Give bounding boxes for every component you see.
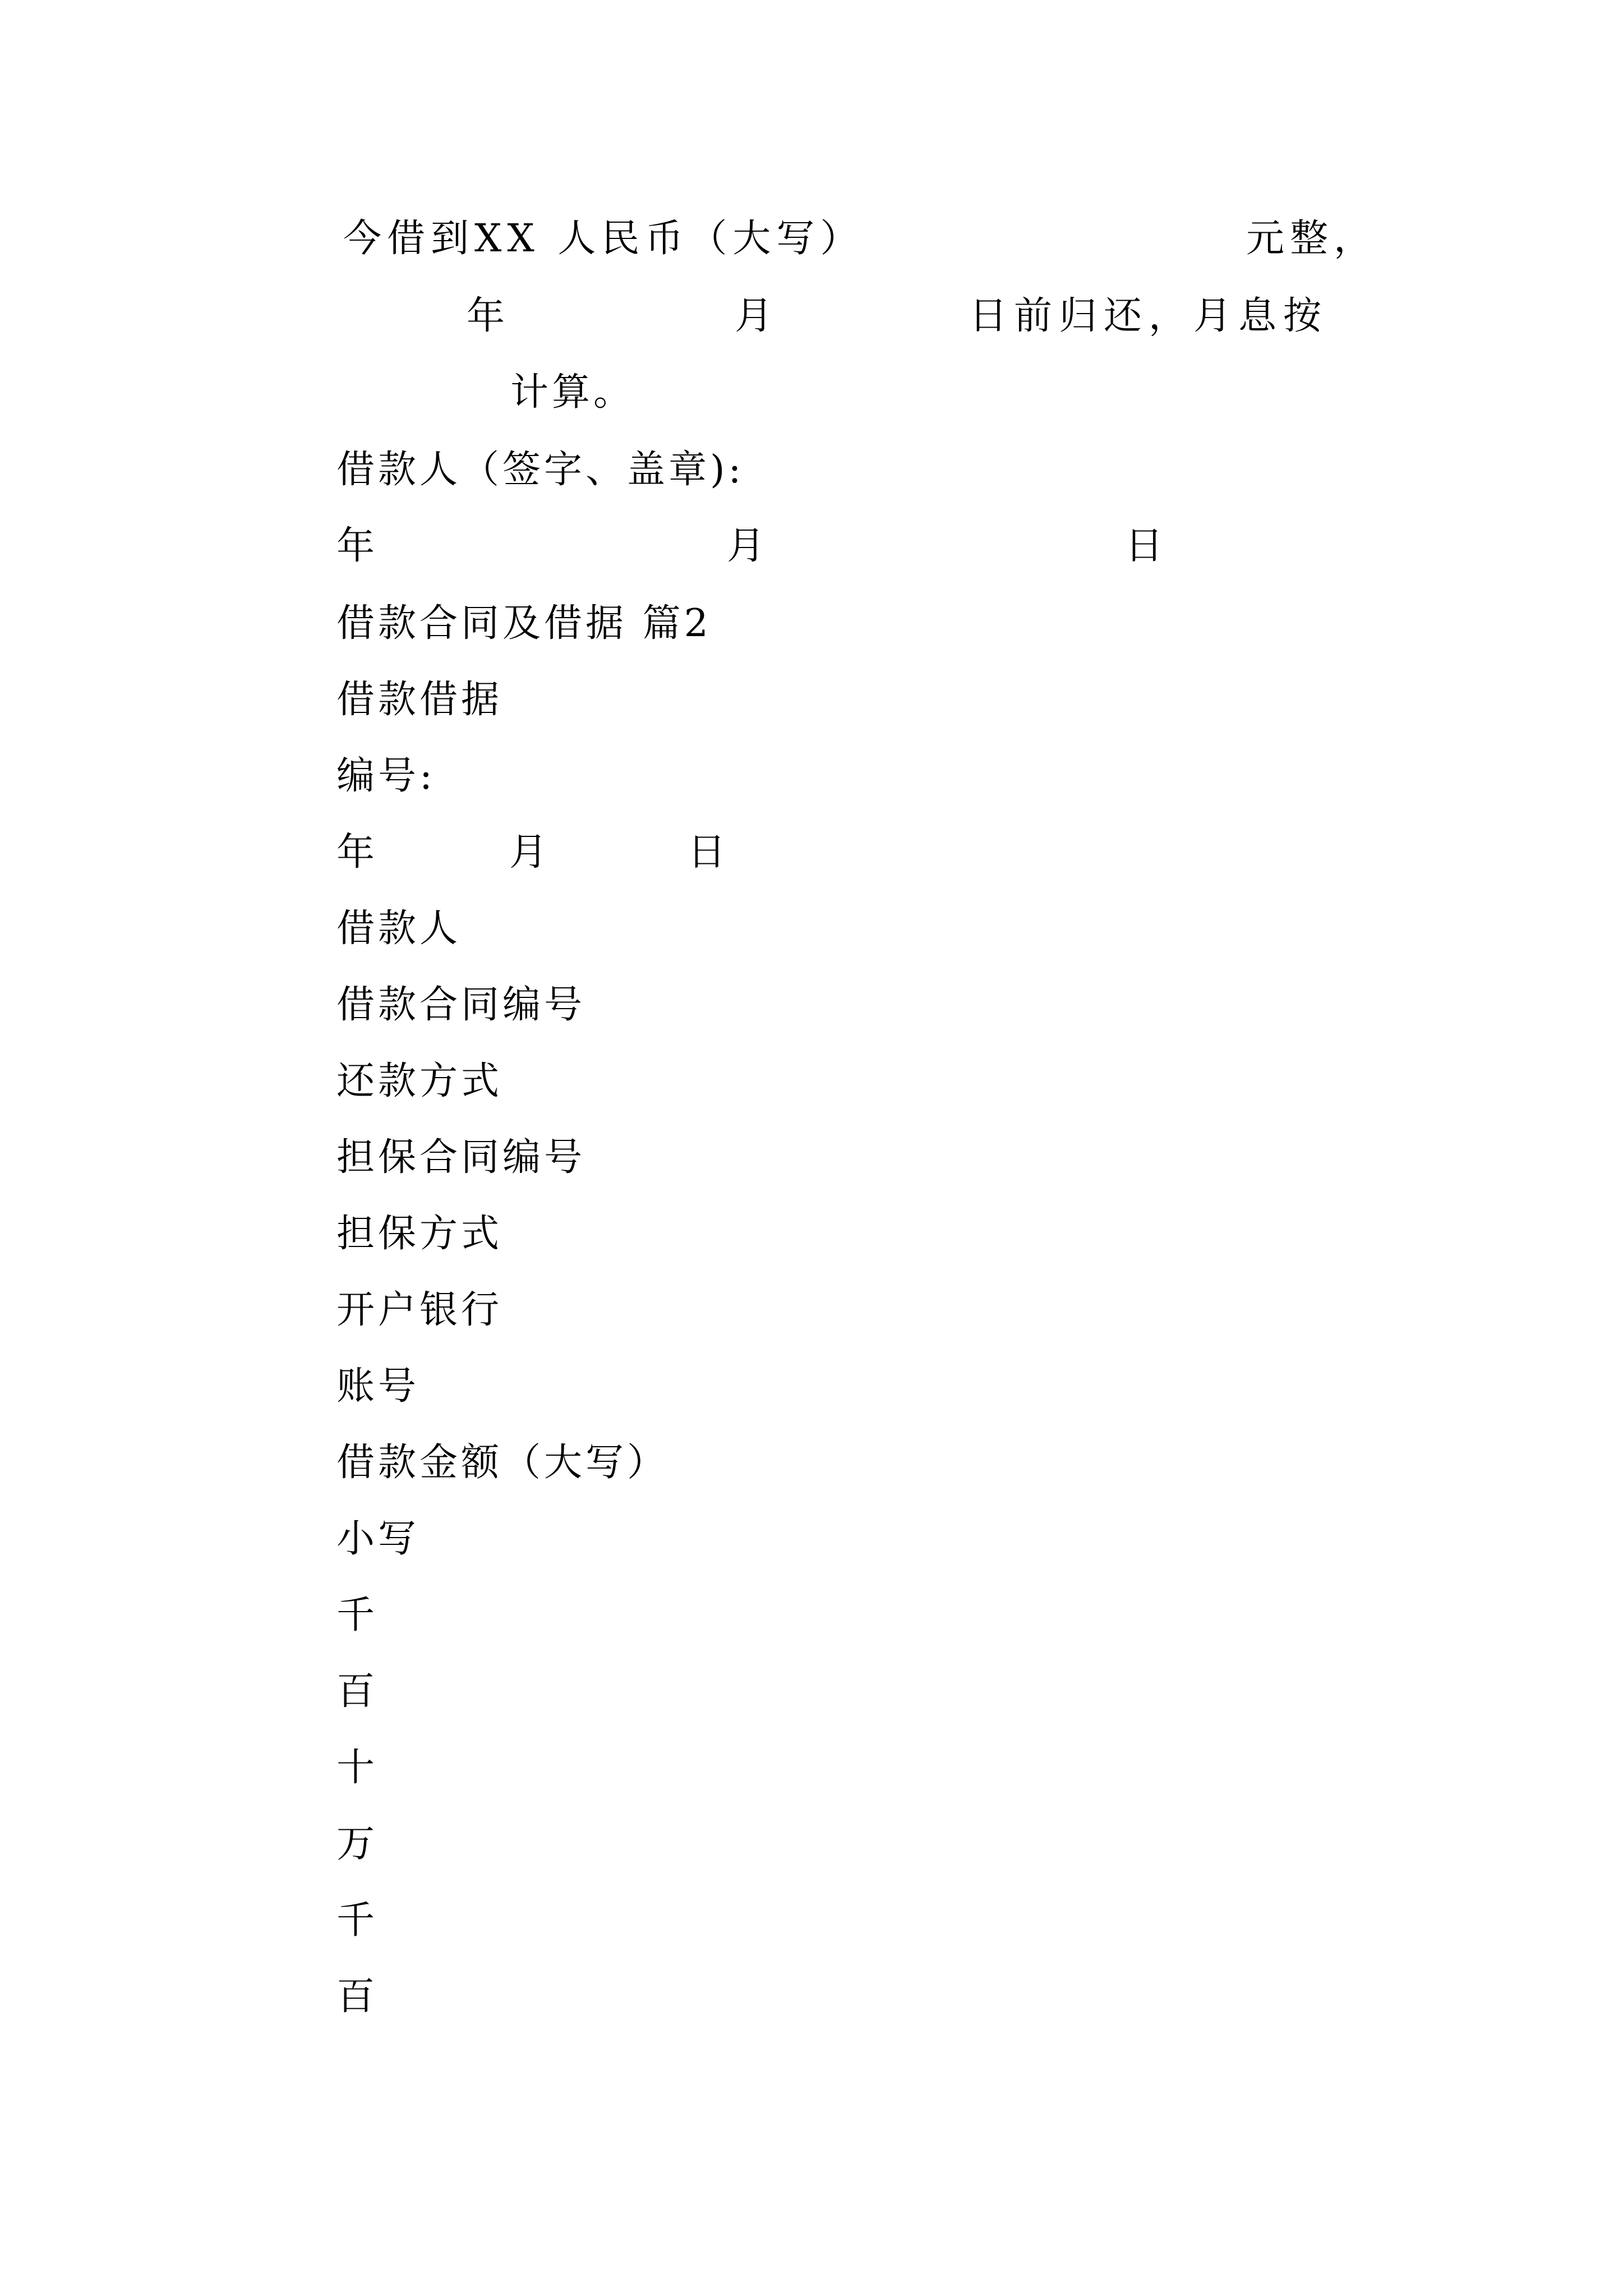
date1-month: 月 — [727, 524, 769, 568]
loan-text-line1-start: 今借到XX 人民币（大写） — [343, 217, 864, 261]
loan-text-line1-end: 元整， — [1246, 217, 1378, 261]
number-label: 编号: — [336, 754, 436, 798]
date1-day: 日 — [1125, 524, 1167, 568]
digit-label-thousand-2: 千 — [336, 1898, 379, 1943]
digit-label-thousand: 千 — [336, 1593, 379, 1637]
digit-label-ten: 十 — [336, 1746, 379, 1790]
field-amount-lowercase: 小写 — [336, 1517, 420, 1561]
section-title: 借款合同及借据 篇2 — [336, 601, 712, 646]
digit-label-hundred: 百 — [336, 1669, 379, 1714]
loan-text-line2-month: 月 — [735, 294, 777, 338]
field-repayment-method: 还款方式 — [336, 1059, 503, 1103]
borrower-signature-label: 借款人（签字、盖章): — [336, 448, 745, 492]
date2-month: 月 — [509, 830, 551, 875]
field-borrower: 借款人 — [336, 907, 462, 951]
loan-text-line2-rest: 日前归还，月息按 — [969, 294, 1329, 338]
field-bank: 开户银行 — [336, 1288, 503, 1332]
field-guarantee-method: 担保方式 — [336, 1212, 503, 1256]
digit-label-hundred-2: 百 — [336, 1975, 379, 2019]
field-account-number: 账号 — [336, 1364, 420, 1409]
field-loan-contract-number: 借款合同编号 — [336, 983, 586, 1027]
date2-day: 日 — [688, 830, 730, 875]
receipt-title: 借款借据 — [336, 678, 503, 722]
field-guarantee-contract-number: 担保合同编号 — [336, 1135, 586, 1180]
loan-text-line2-year: 年 — [467, 294, 509, 338]
field-loan-amount-uppercase: 借款金额（大写） — [336, 1441, 669, 1485]
date1-year: 年 — [336, 524, 379, 568]
date2-year: 年 — [336, 830, 379, 875]
loan-text-line3: 计算。 — [510, 370, 635, 415]
digit-label-ten-thousand: 万 — [336, 1822, 379, 1866]
